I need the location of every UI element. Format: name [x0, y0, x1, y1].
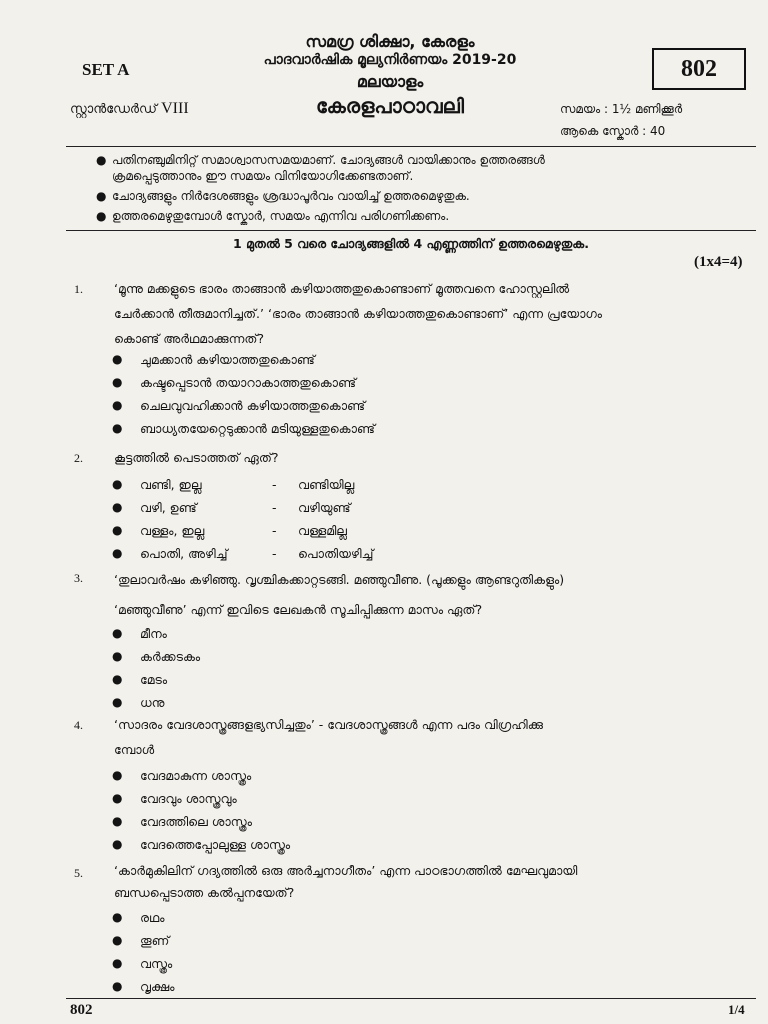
- pair-left: പൊതി, അഴിച്ച്: [140, 546, 228, 561]
- standard-word: സ്റ്റാൻഡേർഡ്: [70, 102, 157, 117]
- bullet-icon: ●: [112, 649, 123, 663]
- standard-label: [70, 100, 189, 118]
- time-info: സമയം : 1½ മണിക്കൂർ: [560, 102, 683, 116]
- footer-code: 802: [70, 1002, 93, 1018]
- option-item: [112, 691, 200, 714]
- option-text: മേടം: [140, 672, 168, 687]
- option-text: രഥം: [140, 910, 165, 925]
- page-number: 1/4: [728, 1002, 745, 1017]
- pair-left: വഴി, ഉണ്ട്: [140, 500, 197, 515]
- question-number: 1.: [74, 282, 83, 296]
- score-info: ആകെ സ്കോർ : 40: [560, 124, 666, 138]
- set-label: SET A: [82, 60, 130, 79]
- pair-dash: -: [272, 500, 277, 515]
- bullet-icon: ●: [112, 695, 123, 709]
- instruction-item: [96, 208, 752, 224]
- bullet-icon: ●: [112, 672, 123, 686]
- option-item: [112, 787, 290, 810]
- pair-right: വഴിയുണ്ട്: [298, 500, 351, 515]
- question-number: 3.: [74, 571, 83, 585]
- question-line: ‘തുലാവർഷം കഴിഞ്ഞു. വൃശ്ചികക്കാറ്റടങ്ങി. മഞ്ഞുവീണു. (പൂക്കളും ആണ്ടറുതികളും): [114, 572, 565, 587]
- bullet-icon: ●: [112, 375, 123, 389]
- pair-right: വള്ളമില്ല: [298, 523, 347, 538]
- question-line: ‘സാദരം വേദശാസ്ത്രങ്ങളഭ്യസിച്ചതും’ - വേദശാസ്ത്രങ്ങൾ എന്ന പദം വിഗ്രഹിക്കു: [114, 717, 543, 732]
- option-text: ചുമക്കാൻ കഴിയാത്തതുകൊണ്ട്: [140, 352, 315, 367]
- options-list: [112, 906, 174, 998]
- question-line: ബന്ധപ്പെടാത്ത കൽപ്പനയേത്?: [114, 885, 295, 900]
- question-text: [114, 445, 744, 470]
- option-text: ചെലവുവഹിക്കാൻ കഴിയാത്തതുകൊണ്ട്: [140, 398, 366, 413]
- pair-dash: -: [272, 477, 277, 492]
- instruction-text: പതിനഞ്ചുമിനിറ്റ് സമാശ്വാസസമയമാണ്. ചോദ്യങ്ങൾ വായിക്കാനും ഉത്തരങ്ങൾ: [112, 153, 545, 167]
- instruction-item: [96, 188, 752, 204]
- option-text: വേദത്തിലെ ശാസ്ത്രം: [140, 814, 252, 829]
- bullet-icon: ●: [112, 523, 123, 537]
- bullet-icon: ●: [112, 352, 123, 366]
- pair-right: വണ്ടിയില്ല: [298, 477, 355, 492]
- option-text: ബാധ്യതയേറ്റെടുക്കാൻ മടിയുള്ളതുകൊണ്ട്: [140, 421, 375, 436]
- instruction-text: ചോദ്യങ്ങളും നിർദേശങ്ങളും ശ്രദ്ധാപൂർവം വായിച്ച് ഉത്തരമെഴുതുക.: [112, 189, 470, 203]
- bullet-icon: ●: [96, 153, 107, 167]
- options-list: [112, 764, 290, 856]
- option-item: [112, 622, 200, 645]
- question-text: [114, 276, 744, 351]
- question-text: [114, 565, 744, 625]
- option-text: വേദമാകുന്ന ശാസ്ത്രം: [140, 768, 252, 783]
- question-number: 2.: [74, 451, 83, 465]
- standard-roman: VIII: [161, 100, 189, 117]
- option-text: മീനം: [140, 626, 167, 641]
- instructions-list: [96, 152, 752, 228]
- option-item: [112, 371, 375, 394]
- section-marks: (1x4=4): [694, 254, 743, 270]
- bullet-icon: ●: [112, 933, 123, 947]
- question-line: കൊണ്ട് അർഥമാക്കുന്നത്?: [114, 331, 265, 346]
- options-list: [112, 622, 200, 714]
- option-text: വേദത്തെപ്പോലുള്ള ശാസ്ത്രം: [140, 837, 291, 852]
- option-item: [112, 645, 200, 668]
- question-line: ‘കാർമുകിലിന് ഗദ്യത്തിൽ ഒരു അർച്ചനാഗീതം’ എന്ന പാഠഭാഗത്തിൽ മേഘവുമായി: [114, 863, 578, 878]
- bullet-icon: ●: [112, 500, 123, 514]
- instruction-text: ഉത്തരമെഴുതുമ്പോൾ സ്കോർ, സമയം എന്നിവ പരിഗണിക്കണം.: [112, 209, 450, 223]
- option-text: കഷ്ടപ്പെടാൻ തയാറാകാത്തതുകൊണ്ട്: [140, 375, 357, 390]
- instruction-text-cont: ക്രമപ്പെടുത്താനും ഈ സമയം വിനിയോഗിക്കേണ്ടതാണ്.: [112, 169, 414, 183]
- option-item: [112, 668, 200, 691]
- question-text: [114, 860, 744, 904]
- question-number: 5.: [74, 866, 83, 880]
- bullet-icon: ●: [112, 626, 123, 640]
- footer-rule: [66, 998, 756, 999]
- option-item: [112, 975, 174, 998]
- option-text: തൂണ്: [140, 933, 170, 948]
- bullet-icon: ●: [112, 421, 123, 435]
- option-item: [112, 519, 373, 542]
- bullet-icon: ●: [112, 791, 123, 805]
- question-line: ചേർക്കാൻ തീരുമാനിച്ചത്.’ ‘ഭാരം താങ്ങാൻ കഴിയാത്തതുകൊണ്ടാണ്’ എന്ന പ്രയോഗം: [114, 306, 603, 321]
- option-text: ധനു: [140, 695, 165, 710]
- bullet-icon: ●: [96, 189, 107, 203]
- bullet-icon: ●: [96, 209, 107, 223]
- option-item: [112, 473, 373, 496]
- pair-left: വണ്ടി, ഇല്ല: [140, 477, 202, 492]
- pair-right: പൊതിയഴിച്ച്: [298, 546, 374, 561]
- option-item: [112, 833, 290, 856]
- option-item: [112, 496, 373, 519]
- header-rule: [66, 146, 756, 147]
- bullet-icon: ●: [112, 768, 123, 782]
- header-line-1: സമഗ്ര ശിക്ഷാ, കേരളം: [305, 32, 475, 51]
- instructions-rule: [66, 230, 756, 231]
- subject-title: മലയാളം: [356, 72, 424, 91]
- option-item: [112, 906, 174, 929]
- instruction-item: [96, 152, 752, 184]
- bullet-icon: ●: [112, 837, 123, 851]
- textbook-title: കേരളപാഠാവലി: [315, 94, 465, 118]
- pair-dash: -: [272, 546, 277, 561]
- bullet-icon: ●: [112, 910, 123, 924]
- option-text: വേദവും ശാസ്ത്രവും: [140, 791, 237, 806]
- question-line: ‘മൂന്നു മക്കളുടെ ഭാരം താങ്ങാൻ കഴിയാത്തതുകൊണ്ടാണ് മൂത്തവനെ ഹോസ്റ്റലിൽ: [114, 281, 570, 296]
- option-text: വൃക്ഷം: [140, 979, 175, 994]
- option-item: [112, 417, 375, 440]
- option-item: [112, 810, 290, 833]
- bullet-icon: ●: [112, 546, 123, 560]
- bullet-icon: ●: [112, 814, 123, 828]
- pair-dash: -: [272, 523, 277, 538]
- option-item: [112, 348, 375, 371]
- bullet-icon: ●: [112, 398, 123, 412]
- paper-code-box: 802: [652, 48, 746, 90]
- pair-left: വള്ളം, ഇല്ല: [140, 523, 205, 538]
- option-item: [112, 394, 375, 417]
- option-text: വസ്ത്രം: [140, 956, 173, 971]
- option-item: [112, 542, 373, 565]
- options-list: [112, 348, 375, 440]
- option-text: കർക്കടകം: [140, 649, 201, 664]
- option-item: [112, 952, 174, 975]
- options-list: [112, 473, 373, 565]
- question-line: മ്പോൾ: [114, 742, 155, 757]
- option-item: [112, 764, 290, 787]
- question-line: കൂട്ടത്തിൽ പെടാത്തത് ഏത്?: [114, 450, 279, 465]
- question-line: ‘മഞ്ഞുവീണു’ എന്ന് ഇവിടെ ലേഖകൻ സൂചിപ്പിക്കുന്ന മാസം ഏത്?: [114, 602, 483, 617]
- section-directive: 1 മുതൽ 5 വരെ ചോദ്യങ്ങളിൽ 4 എണ്ണത്തിന് ഉത്തരമെഴുതുക.: [233, 236, 589, 251]
- bullet-icon: ●: [112, 979, 123, 993]
- question-text: [114, 712, 744, 762]
- bullet-icon: ●: [112, 956, 123, 970]
- header-line-2: പാദവാർഷിക മൂല്യനിർണയം 2019-20: [263, 52, 517, 68]
- bullet-icon: ●: [112, 477, 123, 491]
- option-item: [112, 929, 174, 952]
- question-number: 4.: [74, 718, 83, 732]
